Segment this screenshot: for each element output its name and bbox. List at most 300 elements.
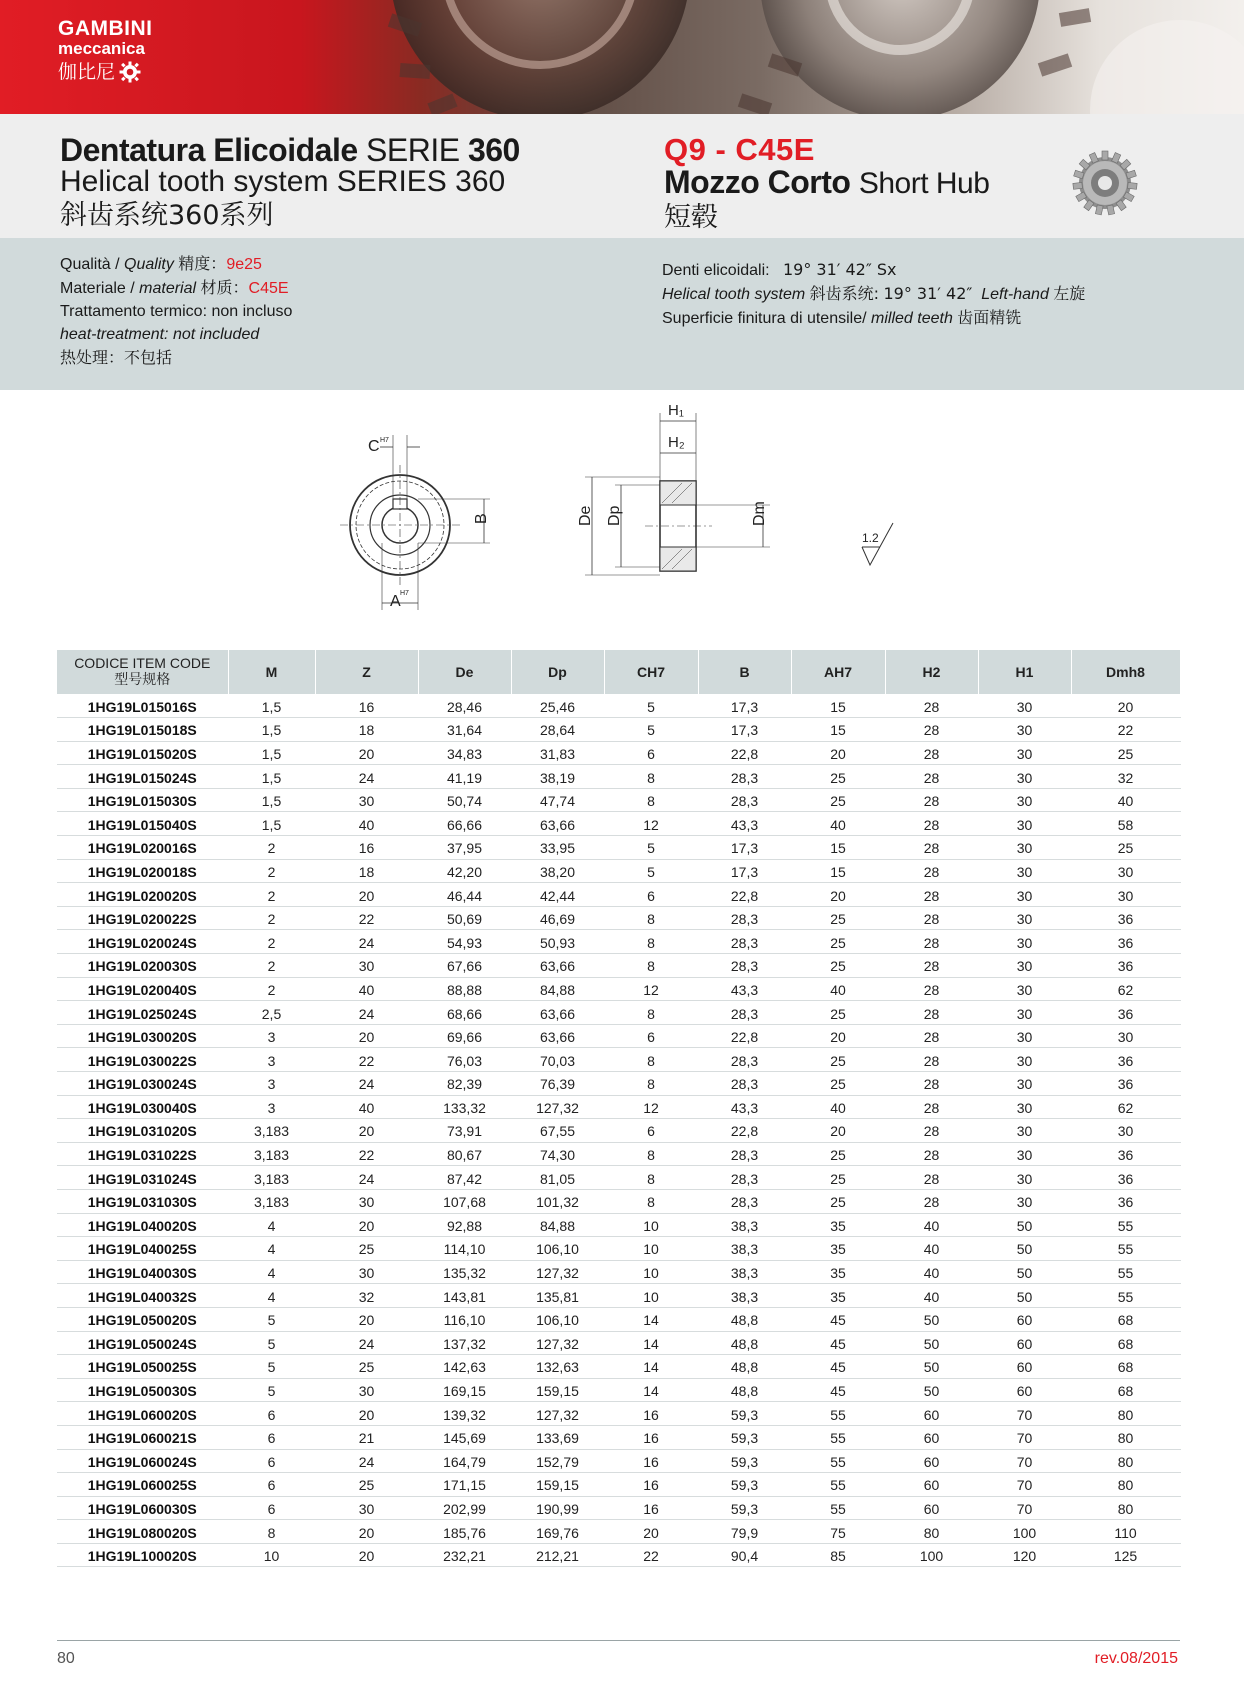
table-row — [57, 1001, 1180, 1025]
cell-h1: 30 — [978, 1189, 1071, 1213]
cell-ch7: 16 — [604, 1473, 698, 1497]
table-row — [57, 836, 1180, 860]
cell-module: 2 — [228, 859, 315, 883]
cell-de: 66,66 — [418, 812, 511, 836]
cell-de: 171,15 — [418, 1473, 511, 1497]
cell-h1: 30 — [978, 788, 1071, 812]
cell-item-code: 1HG19L015016S — [57, 694, 228, 718]
label-c-tolerance: H7 — [380, 437, 389, 444]
cell-h2: 100 — [885, 1543, 978, 1567]
cell-dmh8: 36 — [1071, 1072, 1180, 1096]
cell-dmh8: 20 — [1071, 694, 1180, 718]
table-row — [57, 765, 1180, 789]
table-row — [57, 1048, 1180, 1072]
cell-teeth: 20 — [315, 1520, 418, 1544]
cell-b: 59,3 — [698, 1449, 791, 1473]
cell-ch7: 8 — [604, 765, 698, 789]
cell-de: 82,39 — [418, 1072, 511, 1096]
cell-teeth: 22 — [315, 1048, 418, 1072]
cell-dp: 212,21 — [511, 1543, 604, 1567]
cell-teeth: 20 — [315, 1402, 418, 1426]
cell-teeth: 24 — [315, 1449, 418, 1473]
cell-dp: 28,64 — [511, 718, 604, 742]
cell-teeth: 24 — [315, 1072, 418, 1096]
cell-b: 59,3 — [698, 1425, 791, 1449]
cell-dmh8: 36 — [1071, 1166, 1180, 1190]
cell-teeth: 30 — [315, 1260, 418, 1284]
cell-h1: 70 — [978, 1473, 1071, 1497]
cell-item-code: 1HG19L030020S — [57, 1024, 228, 1048]
cell-dmh8: 80 — [1071, 1496, 1180, 1520]
cell-b: 48,8 — [698, 1378, 791, 1402]
table-row — [57, 1473, 1180, 1497]
cell-ch7: 8 — [604, 930, 698, 954]
cell-ah7: 25 — [791, 765, 885, 789]
cell-h1: 70 — [978, 1402, 1071, 1426]
cell-dmh8: 36 — [1071, 1001, 1180, 1025]
table-row — [57, 1024, 1180, 1048]
cell-b: 28,3 — [698, 765, 791, 789]
label-c: C — [368, 438, 380, 455]
tooth-specs — [662, 258, 1085, 330]
cell-dmh8: 22 — [1071, 718, 1180, 742]
cell-ah7: 35 — [791, 1213, 885, 1237]
cell-item-code: 1HG19L031024S — [57, 1166, 228, 1190]
cell-dp: 127,32 — [511, 1402, 604, 1426]
cell-h2: 28 — [885, 1119, 978, 1143]
cell-module: 1,5 — [228, 788, 315, 812]
series-title-italian: Dentatura Elicoidale — [60, 132, 358, 168]
cell-module: 6 — [228, 1402, 315, 1426]
cell-dp: 67,55 — [511, 1119, 604, 1143]
cell-h1: 30 — [978, 1048, 1071, 1072]
cell-dp: 47,74 — [511, 788, 604, 812]
cell-item-code: 1HG19L015018S — [57, 718, 228, 742]
cell-ch7: 22 — [604, 1543, 698, 1567]
cell-ah7: 15 — [791, 718, 885, 742]
cell-ch7: 6 — [604, 883, 698, 907]
cell-de: 92,88 — [418, 1213, 511, 1237]
cell-item-code: 1HG19L020018S — [57, 859, 228, 883]
cell-dp: 25,46 — [511, 694, 604, 718]
cell-ch7: 12 — [604, 1095, 698, 1119]
cell-item-code: 1HG19L031030S — [57, 1189, 228, 1213]
cell-item-code: 1HG19L050025S — [57, 1355, 228, 1379]
technical-drawing — [0, 395, 1244, 625]
cell-b: 43,3 — [698, 812, 791, 836]
cell-ah7: 25 — [791, 1189, 885, 1213]
table-row — [57, 906, 1180, 930]
cell-h1: 30 — [978, 1001, 1071, 1025]
cell-b: 28,3 — [698, 1001, 791, 1025]
cell-dmh8: 25 — [1071, 836, 1180, 860]
cell-h1: 50 — [978, 1213, 1071, 1237]
label-a: A — [390, 593, 401, 610]
cell-b: 38,3 — [698, 1237, 791, 1261]
cell-dmh8: 25 — [1071, 741, 1180, 765]
cell-item-code: 1HG19L020016S — [57, 836, 228, 860]
cell-b: 28,3 — [698, 930, 791, 954]
cell-de: 68,66 — [418, 1001, 511, 1025]
table-row — [57, 977, 1180, 1001]
table-row — [57, 1520, 1180, 1544]
cell-de: 142,63 — [418, 1355, 511, 1379]
gears-background-illustration — [0, 0, 1244, 114]
cell-module: 1,5 — [228, 741, 315, 765]
cell-module: 3,183 — [228, 1189, 315, 1213]
helical-gear-thumbnail — [1070, 148, 1140, 218]
table-row — [57, 1119, 1180, 1143]
cell-de: 87,42 — [418, 1166, 511, 1190]
cell-ch7: 16 — [604, 1449, 698, 1473]
cell-h2: 50 — [885, 1355, 978, 1379]
cell-module: 3 — [228, 1072, 315, 1096]
cell-h2: 28 — [885, 1048, 978, 1072]
cell-dp: 31,83 — [511, 741, 604, 765]
cell-ch7: 8 — [604, 1166, 698, 1190]
cell-teeth: 24 — [315, 765, 418, 789]
cell-h2: 28 — [885, 1072, 978, 1096]
table-row — [57, 1449, 1180, 1473]
cell-h2: 50 — [885, 1378, 978, 1402]
cell-teeth: 20 — [315, 883, 418, 907]
cell-module: 6 — [228, 1473, 315, 1497]
material-line: Materiale / material 材质：C45E — [60, 278, 289, 297]
cell-b: 38,3 — [698, 1260, 791, 1284]
cell-h1: 30 — [978, 694, 1071, 718]
cell-b: 59,3 — [698, 1473, 791, 1497]
table-row — [57, 812, 1180, 836]
cell-module: 2,5 — [228, 1001, 315, 1025]
cell-de: 232,21 — [418, 1543, 511, 1567]
header-de: De — [418, 650, 511, 694]
cell-dp: 169,76 — [511, 1520, 604, 1544]
cell-h2: 28 — [885, 694, 978, 718]
cell-de: 42,20 — [418, 859, 511, 883]
cell-ch7: 5 — [604, 859, 698, 883]
cell-item-code: 1HG19L015040S — [57, 812, 228, 836]
cell-b: 90,4 — [698, 1543, 791, 1567]
table-row — [57, 1166, 1180, 1190]
cell-de: 31,64 — [418, 718, 511, 742]
cell-de: 202,99 — [418, 1496, 511, 1520]
product-code: Q9 - C45E — [664, 132, 815, 167]
cell-h1: 30 — [978, 883, 1071, 907]
table-row — [57, 1284, 1180, 1308]
cell-h1: 30 — [978, 977, 1071, 1001]
material-value: C45E — [248, 280, 289, 297]
cell-de: 114,10 — [418, 1237, 511, 1261]
header-banner — [0, 0, 1244, 114]
quality-line: Qualità / Quality 精度：9e25 — [60, 254, 262, 273]
cell-dp: 106,10 — [511, 1237, 604, 1261]
cell-h2: 28 — [885, 741, 978, 765]
cell-ah7: 20 — [791, 1119, 885, 1143]
cell-de: 107,68 — [418, 1189, 511, 1213]
cell-h1: 30 — [978, 906, 1071, 930]
hub-type-chinese: 短毂 — [664, 202, 718, 233]
cell-h2: 28 — [885, 765, 978, 789]
cell-item-code: 1HG19L050024S — [57, 1331, 228, 1355]
cell-dp: 159,15 — [511, 1473, 604, 1497]
helical-system-line: Helical tooth system 斜齿系统: 19° 31′ 42″ Left-hand 左旋 — [662, 284, 1086, 303]
cell-b: 28,3 — [698, 1189, 791, 1213]
cell-h2: 60 — [885, 1496, 978, 1520]
brand-logo — [58, 18, 153, 85]
cell-module: 4 — [228, 1237, 315, 1261]
table-row — [57, 1307, 1180, 1331]
cell-item-code: 1HG19L030022S — [57, 1048, 228, 1072]
table-row — [57, 859, 1180, 883]
table-row — [57, 883, 1180, 907]
cell-item-code: 1HG19L040030S — [57, 1260, 228, 1284]
cell-teeth: 20 — [315, 1119, 418, 1143]
cell-dmh8: 62 — [1071, 1095, 1180, 1119]
cell-ch7: 20 — [604, 1520, 698, 1544]
cell-b: 79,9 — [698, 1520, 791, 1544]
specifications-band — [0, 238, 1244, 390]
cell-teeth: 40 — [315, 977, 418, 1001]
cell-dmh8: 36 — [1071, 1142, 1180, 1166]
cell-dmh8: 30 — [1071, 1119, 1180, 1143]
table-row — [57, 1072, 1180, 1096]
cell-h2: 40 — [885, 1213, 978, 1237]
cell-ch7: 6 — [604, 1024, 698, 1048]
cell-teeth: 40 — [315, 1095, 418, 1119]
brand-subname: meccanica — [58, 39, 145, 58]
cell-b: 17,3 — [698, 694, 791, 718]
cell-dmh8: 68 — [1071, 1378, 1180, 1402]
header-dmh8: Dmh8 — [1071, 650, 1180, 694]
cell-h1: 100 — [978, 1520, 1071, 1544]
cell-teeth: 20 — [315, 1307, 418, 1331]
cell-ch7: 14 — [604, 1307, 698, 1331]
cell-h2: 28 — [885, 1142, 978, 1166]
cell-dmh8: 55 — [1071, 1213, 1180, 1237]
cell-b: 22,8 — [698, 741, 791, 765]
cell-b: 28,3 — [698, 1142, 791, 1166]
cell-item-code: 1HG19L031022S — [57, 1142, 228, 1166]
cell-ah7: 45 — [791, 1378, 885, 1402]
cell-item-code: 1HG19L060030S — [57, 1496, 228, 1520]
cell-item-code: 1HG19L060025S — [57, 1473, 228, 1497]
cell-h1: 60 — [978, 1331, 1071, 1355]
table-row — [57, 1260, 1180, 1284]
header-module: M — [228, 650, 315, 694]
cell-h2: 28 — [885, 1095, 978, 1119]
cell-teeth: 16 — [315, 694, 418, 718]
cell-item-code: 1HG19L020020S — [57, 883, 228, 907]
cell-ah7: 55 — [791, 1473, 885, 1497]
cell-de: 41,19 — [418, 765, 511, 789]
cell-de: 145,69 — [418, 1425, 511, 1449]
cell-b: 48,8 — [698, 1355, 791, 1379]
cell-ch7: 16 — [604, 1425, 698, 1449]
cell-module: 3,183 — [228, 1119, 315, 1143]
cell-module: 2 — [228, 836, 315, 860]
cell-h1: 30 — [978, 1142, 1071, 1166]
cell-dmh8: 68 — [1071, 1331, 1180, 1355]
cell-dmh8: 80 — [1071, 1425, 1180, 1449]
cell-module: 2 — [228, 954, 315, 978]
cell-ch7: 14 — [604, 1378, 698, 1402]
cell-b: 28,3 — [698, 788, 791, 812]
cell-ah7: 25 — [791, 1001, 885, 1025]
table-row — [57, 1425, 1180, 1449]
cell-h1: 120 — [978, 1543, 1071, 1567]
cell-dp: 101,32 — [511, 1189, 604, 1213]
cell-h2: 28 — [885, 836, 978, 860]
cell-ah7: 15 — [791, 859, 885, 883]
cell-dp: 127,32 — [511, 1260, 604, 1284]
cell-dmh8: 80 — [1071, 1473, 1180, 1497]
cell-dmh8: 32 — [1071, 765, 1180, 789]
cell-h1: 30 — [978, 812, 1071, 836]
cell-dp: 63,66 — [511, 812, 604, 836]
label-dp: Dp — [606, 505, 623, 526]
cell-item-code: 1HG19L080020S — [57, 1520, 228, 1544]
cell-dmh8: 55 — [1071, 1260, 1180, 1284]
cell-b: 48,8 — [698, 1331, 791, 1355]
table-row — [57, 1213, 1180, 1237]
table-body — [57, 694, 1180, 1567]
cell-de: 139,32 — [418, 1402, 511, 1426]
cell-h1: 60 — [978, 1307, 1071, 1331]
cell-teeth: 30 — [315, 954, 418, 978]
cell-teeth: 18 — [315, 718, 418, 742]
cell-dp: 63,66 — [511, 1001, 604, 1025]
cell-de: 28,46 — [418, 694, 511, 718]
cell-ah7: 85 — [791, 1543, 885, 1567]
cell-de: 73,91 — [418, 1119, 511, 1143]
cell-h2: 28 — [885, 906, 978, 930]
cell-h1: 30 — [978, 859, 1071, 883]
cell-h2: 50 — [885, 1307, 978, 1331]
cell-item-code: 1HG19L015030S — [57, 788, 228, 812]
cell-teeth: 30 — [315, 1189, 418, 1213]
series-number: 360 — [467, 132, 520, 168]
cell-h1: 30 — [978, 954, 1071, 978]
cell-b: 17,3 — [698, 718, 791, 742]
cell-h2: 28 — [885, 954, 978, 978]
cell-dmh8: 36 — [1071, 1189, 1180, 1213]
cell-item-code: 1HG19L015024S — [57, 765, 228, 789]
cell-b: 38,3 — [698, 1284, 791, 1308]
cell-teeth: 25 — [315, 1473, 418, 1497]
cell-module: 1,5 — [228, 812, 315, 836]
cell-module: 2 — [228, 883, 315, 907]
cell-ah7: 55 — [791, 1402, 885, 1426]
cell-module: 5 — [228, 1307, 315, 1331]
treatment-italian: Trattamento termico: non incluso — [60, 303, 293, 320]
cell-h2: 28 — [885, 788, 978, 812]
cell-module: 3,183 — [228, 1142, 315, 1166]
cell-h1: 50 — [978, 1237, 1071, 1261]
cell-teeth: 30 — [315, 788, 418, 812]
finish-line: Superficie finitura di utensile/ milled teeth 齿面精铣 — [662, 308, 1022, 327]
cell-module: 8 — [228, 1520, 315, 1544]
brand-chinese-name: 伽比尼 — [58, 61, 116, 83]
cell-ch7: 8 — [604, 954, 698, 978]
cell-teeth: 32 — [315, 1284, 418, 1308]
cell-ch7: 10 — [604, 1213, 698, 1237]
cell-ah7: 25 — [791, 1048, 885, 1072]
cell-h1: 30 — [978, 1024, 1071, 1048]
label-h1: H₁ — [668, 402, 684, 419]
brand-name: GAMBINI — [58, 17, 153, 40]
cell-h2: 28 — [885, 977, 978, 1001]
helical-teeth-line: Denti elicoidali: 19° 31′ 42″ Sx — [662, 260, 897, 279]
item-code-table — [57, 650, 1180, 1567]
page-number: 80 — [57, 1650, 75, 1667]
cell-h2: 40 — [885, 1284, 978, 1308]
cell-ah7: 45 — [791, 1355, 885, 1379]
cell-de: 116,10 — [418, 1307, 511, 1331]
cell-b: 17,3 — [698, 836, 791, 860]
cell-ch7: 8 — [604, 906, 698, 930]
cell-ah7: 35 — [791, 1260, 885, 1284]
cell-dmh8: 40 — [1071, 788, 1180, 812]
cell-de: 80,67 — [418, 1142, 511, 1166]
cell-dp: 81,05 — [511, 1166, 604, 1190]
cell-dp: 70,03 — [511, 1048, 604, 1072]
header-h1: H1 — [978, 650, 1071, 694]
cell-module: 5 — [228, 1331, 315, 1355]
cell-item-code: 1HG19L040020S — [57, 1213, 228, 1237]
cell-ch7: 8 — [604, 1001, 698, 1025]
cell-item-code: 1HG19L040032S — [57, 1284, 228, 1308]
cell-item-code: 1HG19L050030S — [57, 1378, 228, 1402]
front-view-drawing — [340, 435, 490, 610]
treatment-english: heat-treatment: not included — [60, 326, 260, 343]
cell-item-code: 1HG19L060024S — [57, 1449, 228, 1473]
cell-h2: 28 — [885, 859, 978, 883]
cell-ch7: 12 — [604, 812, 698, 836]
cell-h2: 60 — [885, 1473, 978, 1497]
cell-de: 143,81 — [418, 1284, 511, 1308]
cell-ah7: 25 — [791, 1072, 885, 1096]
cell-dmh8: 125 — [1071, 1543, 1180, 1567]
cell-de: 185,76 — [418, 1520, 511, 1544]
cell-ch7: 8 — [604, 788, 698, 812]
cell-b: 28,3 — [698, 906, 791, 930]
cell-dmh8: 68 — [1071, 1355, 1180, 1379]
cell-dp: 127,32 — [511, 1095, 604, 1119]
label-de: De — [577, 505, 594, 526]
cell-teeth: 20 — [315, 1543, 418, 1567]
cell-teeth: 25 — [315, 1355, 418, 1379]
cell-b: 59,3 — [698, 1496, 791, 1520]
table-row — [57, 1496, 1180, 1520]
cell-module: 4 — [228, 1260, 315, 1284]
cell-ah7: 40 — [791, 812, 885, 836]
table-header-row — [57, 650, 1180, 694]
cell-h2: 40 — [885, 1237, 978, 1261]
cell-h2: 40 — [885, 1260, 978, 1284]
product-title — [664, 134, 989, 236]
header-item-code: CODICE ITEM CODE 型号规格 — [57, 650, 228, 694]
cell-ch7: 14 — [604, 1331, 698, 1355]
cell-ah7: 25 — [791, 1166, 885, 1190]
cell-dp: 135,81 — [511, 1284, 604, 1308]
cell-ah7: 25 — [791, 930, 885, 954]
title-band — [0, 114, 1244, 238]
cell-item-code: 1HG19L060020S — [57, 1402, 228, 1426]
cell-h2: 50 — [885, 1331, 978, 1355]
cell-b: 17,3 — [698, 859, 791, 883]
cell-b: 43,3 — [698, 977, 791, 1001]
cell-teeth: 24 — [315, 1331, 418, 1355]
